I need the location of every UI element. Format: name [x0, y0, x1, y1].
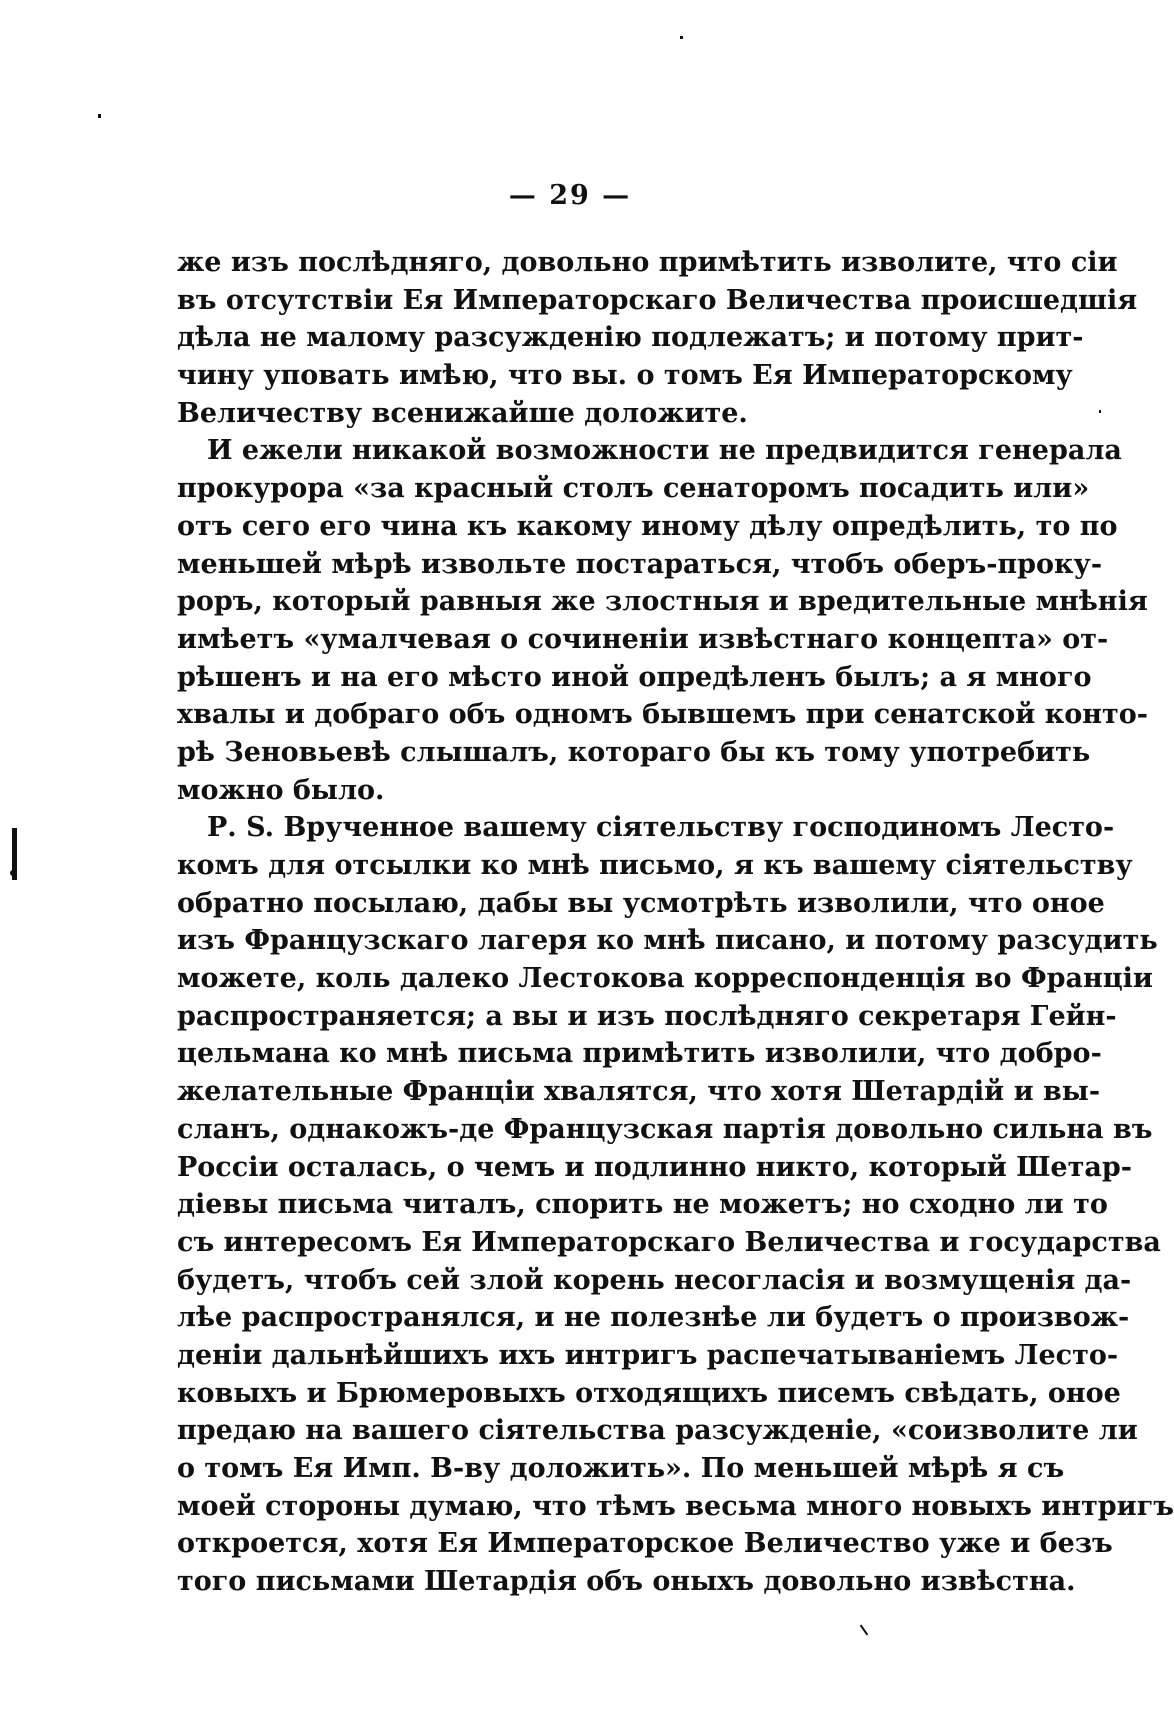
- text-line: имѣетъ «умалчевая о сочиненіи извѣстнаго концепта» от-: [177, 623, 1109, 655]
- text-line: будетъ, чтобъ сей злой корень несогласія и возмущенія да-: [177, 1264, 1132, 1296]
- scan-artifact-dot: [680, 36, 683, 39]
- text-line: деніи дальнѣйшихъ ихъ интригъ распечатываніемъ Лесто-: [177, 1339, 1119, 1371]
- text-line: лѣе распространялся, и не полезнѣе ли будетъ о произвож-: [177, 1302, 1130, 1334]
- text-line: діевы письма читалъ, спорить не можетъ; но сходно ли то: [177, 1189, 1108, 1221]
- paragraph-2: [177, 432, 1148, 809]
- text-line: распространяется; а вы и изъ послѣдняго секретаря Гейн-: [177, 1000, 1117, 1032]
- scan-artifact-dot: [98, 114, 101, 118]
- text-line: роръ, который равныя же злостныя и вредительные мнѣнія: [177, 586, 1148, 618]
- text-line: отъ сего его чина къ какому иному дѣлу опредѣлить, то по: [177, 510, 1118, 542]
- text-line: обратно посылаю, дабы вы усмотрѣть изволили, что оное: [177, 887, 1105, 919]
- text-line: прокурора «за красный столъ сенаторомъ посадить или»: [177, 473, 1090, 505]
- text-line: Величеству всенижайше доложите.: [177, 397, 748, 429]
- text-line: того письмами Шетардія объ оныхъ довольно извѣстна.: [177, 1566, 1076, 1598]
- text-line: чину уповать имѣю, что вы. о томъ Ея Императорскому: [177, 360, 1073, 392]
- text-line: желательные Франціи хвалятся, что хотя Шетардій и вы-: [177, 1076, 1101, 1108]
- paragraph-1: [177, 244, 1138, 432]
- text-line: ковыхъ и Брюмеровыхъ отходящихъ писемъ свѣдать, оное: [177, 1377, 1121, 1409]
- text-line: И ежели никакой возможности не предвидится генерала: [207, 435, 1122, 467]
- text-line: меньшей мѣрѣ извольте постараться, чтобъ оберъ-проку-: [177, 548, 1103, 580]
- page-number: — 29 —: [508, 180, 632, 211]
- text-line: моей стороны думаю, что тѣмъ весьма много новыхъ интригъ: [177, 1490, 1174, 1522]
- text-line: изъ Французскаго лагеря ко мнѣ писано, и потому разсудить: [177, 925, 1158, 957]
- scan-artifact-dot: [1099, 410, 1101, 413]
- body-text: [177, 244, 1174, 1601]
- text-line: рѣшенъ и на его мѣсто иной опредѣленъ былъ; а я много: [177, 661, 1092, 693]
- scan-artifact-dot: [10, 870, 16, 876]
- text-line: Россіи осталась, о чемъ и подлинно никто, который Шетар-: [177, 1151, 1132, 1183]
- text-line: въ отсутствіи Ея Императорскаго Величества происшедшія: [177, 284, 1138, 316]
- text-line: о томъ Ея Имп. В-ву доложить». По меньшей мѣрѣ я съ: [177, 1453, 1065, 1484]
- text-line: откроется, хотя Ея Императорское Величество уже и безъ: [177, 1528, 1113, 1560]
- text-line: же изъ послѣдняго, довольно примѣтить изволите, что сіи: [177, 247, 1118, 278]
- text-line: цельмана ко мнѣ письма примѣтить изволили, что добро-: [177, 1038, 1102, 1070]
- text-line: комъ для отсылки ко мнѣ письмо, я къ вашему сіятельству: [177, 850, 1133, 881]
- text-line: предаю на вашего сіятельства разсужденіе, «соизволите ли: [177, 1415, 1138, 1447]
- scan-artifact-tick: [860, 1625, 869, 1636]
- text-line: съ интересомъ Ея Императорскаго Величества и государства: [177, 1226, 1161, 1258]
- text-line: можете, коль далеко Лестокова корреспонденція во Франціи: [177, 963, 1153, 995]
- text-line: можно было.: [177, 774, 385, 806]
- text-line: хвалы и добраго объ одномъ бывшемъ при сенатской конто-: [177, 699, 1148, 731]
- paragraph-3-postscript: [177, 809, 1174, 1600]
- text-line: дѣла не малому разсужденію подлежатъ; и потому прит-: [177, 322, 1084, 354]
- text-line: Р. S. Врученное вашему сіятельству господиномъ Лесто-: [207, 812, 1115, 844]
- text-line: рѣ Зеновьевѣ слышалъ, котораго бы къ тому употребить: [177, 736, 1091, 768]
- text-line: сланъ, однакожъ-де Французская партія довольно сильна въ: [177, 1113, 1153, 1145]
